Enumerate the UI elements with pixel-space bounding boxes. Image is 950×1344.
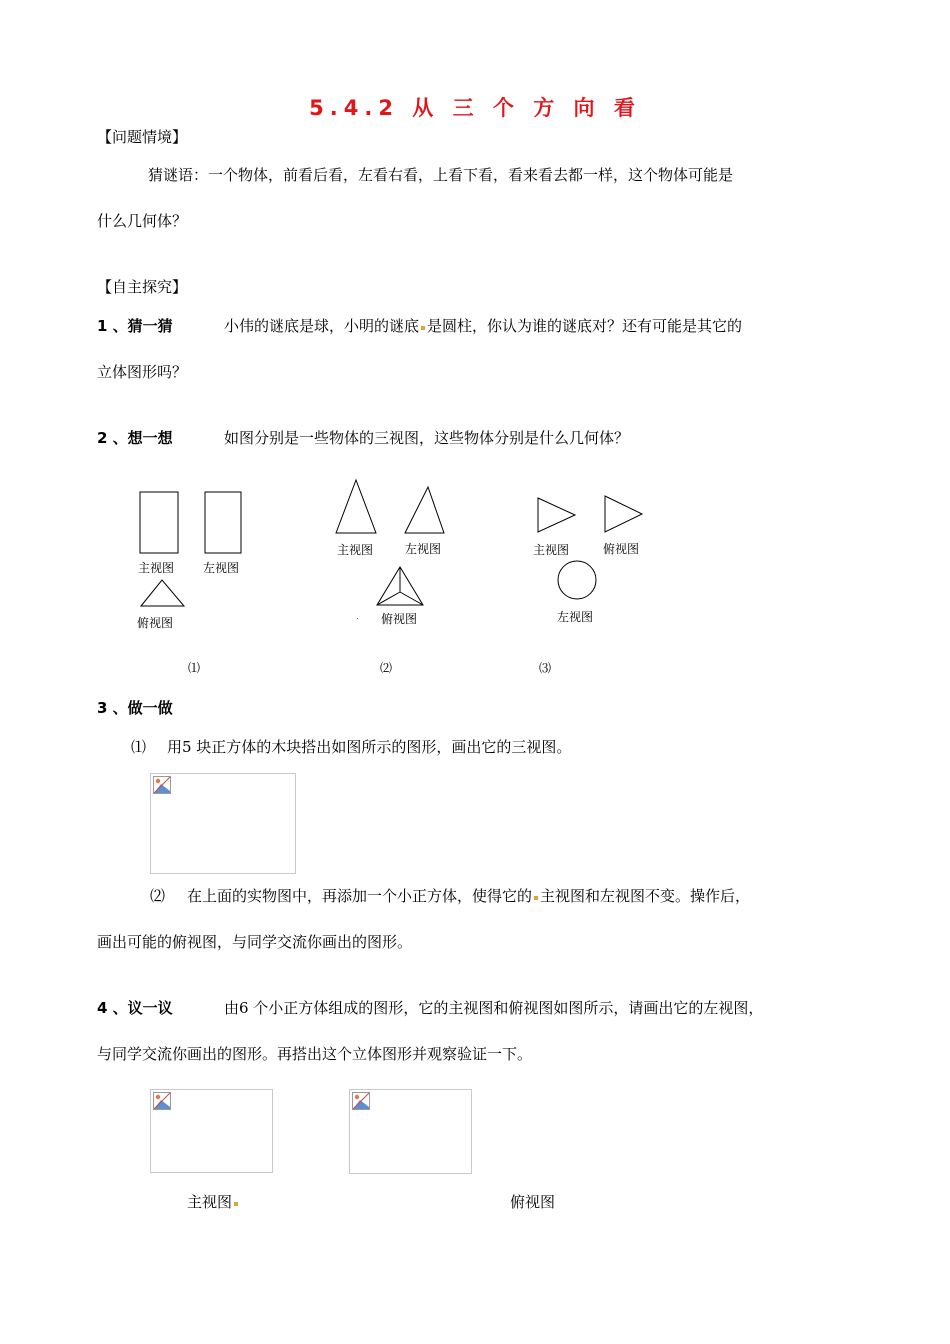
item3-sub2-text-b: 主视图和左视图不变。操作后， (540, 887, 751, 905)
fig2-top-label: 俯视图 (381, 612, 418, 626)
item1-line1-b: 是圆柱，你认为谁的谜底对？还有可能是其它的 (427, 317, 743, 335)
image-placeholder-top-view (349, 1089, 472, 1174)
fig2-left-view (405, 487, 444, 533)
fig3-left-view (558, 561, 596, 599)
page-title: 5.4.2 从 三 个 方 向 看 (309, 96, 641, 120)
item3-sub1-number: ⑴ (131, 738, 147, 756)
item1-line1-a: 小伟的谜底是球，小明的谜底 (224, 317, 420, 335)
fig3-front-label: 主视图 (533, 543, 570, 557)
image-placeholder-front-view (150, 1089, 273, 1173)
fig1-top-label: 俯视图 (137, 616, 174, 630)
item3-sub2-line2: 画出可能的俯视图，与同学交流你画出的图形。 (97, 933, 413, 951)
item3-sub2-line1 (187, 885, 750, 906)
fig2-front-view (336, 480, 376, 533)
riddle-line-2: 什么几何体？ (97, 212, 188, 230)
item3-sub1-text: 用5 块正方体的木块搭出如图所示的图形，画出它的三视图。 (167, 738, 572, 756)
item4-line2: 与同学交流你画出的图形。再搭出这个立体图形并观察验证一下。 (97, 1045, 533, 1063)
item4-label: 4 、议一议 (97, 999, 173, 1017)
section-heading-explore: 【自主探究】 (97, 278, 188, 296)
fig3-front-view (538, 498, 575, 532)
image-placeholder-cube-figure (150, 773, 296, 874)
item2-label: 2 、想一想 (97, 429, 173, 447)
fig3-number: ⑶ (539, 661, 552, 675)
caption-front-view (187, 1191, 240, 1212)
fig1-front-view (140, 492, 178, 553)
item2-text: 如图分别是一些物体的三视图，这些物体分别是什么几何体？ (224, 429, 630, 447)
fig1-number: ⑴ (188, 661, 201, 675)
item3-label: 3 、做一做 (97, 699, 173, 717)
caption-top-view: 俯视图 (510, 1193, 556, 1211)
fig2-front-label: 主视图 (337, 543, 374, 557)
broken-image-icon (352, 1092, 370, 1110)
broken-image-icon (153, 776, 171, 794)
item3-sub2-text-a: 在上面的实物图中，再添加一个小正方体，使得它的 (187, 887, 533, 905)
stray-mark (357, 618, 358, 619)
broken-image-icon (153, 1092, 171, 1110)
item1-label: 1 、猜一猜 (97, 317, 173, 335)
fig1-front-label: 主视图 (138, 561, 175, 575)
caption-front-text: 主视图 (187, 1193, 233, 1211)
fig1-top-view (141, 580, 184, 606)
highlight-dot (234, 1202, 238, 1206)
item3-sub2-number: ⑵ (150, 887, 166, 905)
item1-line2: 立体图形吗？ (97, 363, 188, 381)
highlight-dot (534, 896, 538, 900)
fig2-number: ⑵ (380, 661, 393, 675)
fig3-top-view (605, 496, 642, 532)
fig1-left-label: 左视图 (203, 561, 240, 575)
fig1-left-view (205, 492, 241, 553)
fig2-top-view (377, 567, 423, 605)
fig3-top-label: 俯视图 (603, 542, 640, 556)
fig2-left-label: 左视图 (405, 542, 442, 556)
riddle-line-1: 猜谜语：一个物体，前看后看，左看右看，上看下看，看来看去都一样，这个物体可能是 (148, 166, 734, 184)
section-heading-problem: 【问题情境】 (97, 128, 188, 146)
item4-line1: 由6 个小正方体组成的图形，它的主视图和俯视图如图所示，请画出它的左视图， (224, 999, 764, 1017)
fig3-left-label: 左视图 (557, 610, 594, 624)
